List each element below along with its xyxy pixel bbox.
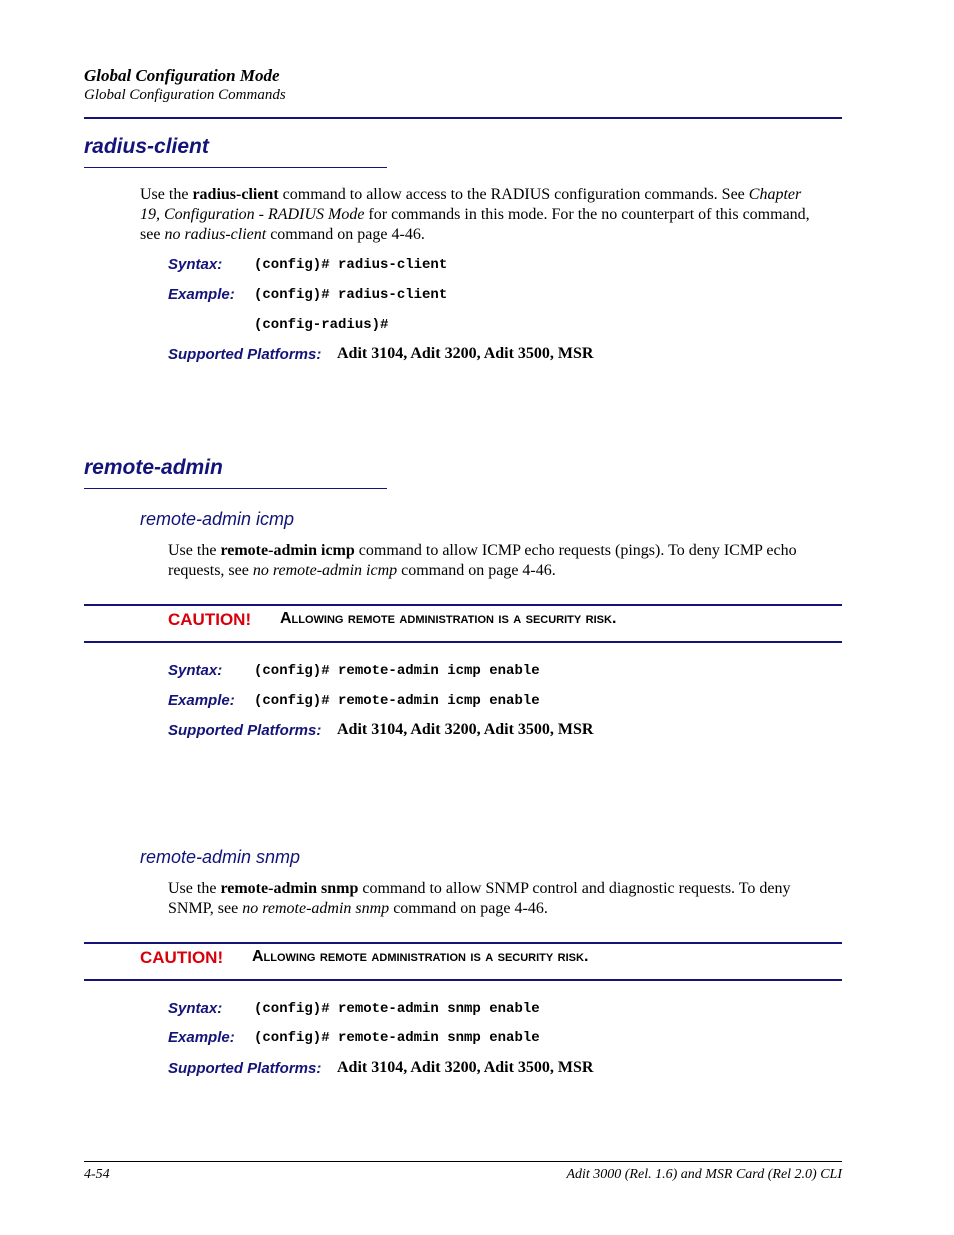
text-run: requests, see bbox=[168, 562, 253, 579]
command-reference: no remote-admin snmp bbox=[242, 900, 390, 917]
example-code: (config)# remote-admin icmp enable bbox=[254, 693, 540, 709]
platforms-list: Adit 3104, Adit 3200, Adit 3500, MSR bbox=[337, 721, 594, 738]
syntax-label: Syntax: bbox=[168, 1000, 223, 1017]
section-heading-remote-admin: remote-admin bbox=[84, 456, 223, 479]
text-run: command on page 4-46. bbox=[266, 226, 425, 243]
caution-bottom-rule bbox=[84, 979, 842, 981]
snmp-description bbox=[168, 879, 842, 919]
text-run: command on page 4-46. bbox=[389, 900, 548, 917]
icmp-description bbox=[168, 541, 842, 581]
example-code: (config)# remote-admin snmp enable bbox=[254, 1030, 540, 1046]
example-label: Example: bbox=[168, 286, 235, 303]
platforms-label: Supported Platforms: bbox=[168, 346, 322, 363]
example-label: Example: bbox=[168, 692, 235, 709]
subsection-heading-icmp: remote-admin icmp bbox=[140, 509, 295, 529]
command-name: remote-admin icmp bbox=[220, 542, 355, 559]
caution-top-rule bbox=[84, 942, 842, 944]
syntax-label: Syntax: bbox=[168, 662, 223, 679]
command-reference: no remote-admin icmp bbox=[252, 562, 398, 579]
text-run: command on page 4-46. bbox=[397, 562, 556, 579]
command-name: remote-admin snmp bbox=[220, 880, 359, 897]
section-heading-radius-client: radius-client bbox=[84, 135, 209, 158]
caution-label: CAUTION! bbox=[168, 610, 252, 629]
footer-doc-title: Adit 3000 (Rel. 1.6) and MSR Card (Rel 2.0) CLI bbox=[566, 1167, 842, 1182]
example-code: (config)# radius-client bbox=[254, 287, 448, 303]
running-header-title: Global Configuration Mode bbox=[84, 66, 280, 85]
subsection-heading-snmp: remote-admin snmp bbox=[140, 847, 301, 867]
chapter-reference: Chapter bbox=[748, 186, 802, 203]
text-run: command to allow ICMP echo requests (pings). To deny ICMP echo bbox=[354, 542, 797, 559]
text-run: see bbox=[140, 226, 165, 243]
header-rule bbox=[84, 117, 842, 119]
paragraph-line bbox=[140, 205, 842, 225]
text-run: SNMP, see bbox=[168, 900, 243, 917]
radius-client-description bbox=[140, 185, 842, 245]
paragraph-line bbox=[168, 879, 842, 899]
text-run: Use the bbox=[168, 542, 221, 559]
caution-bottom-rule bbox=[84, 641, 842, 643]
paragraph-line bbox=[168, 899, 842, 919]
chapter-reference: 19, Configuration - RADIUS Mode bbox=[140, 206, 365, 223]
text-run: command to allow access to the RADIUS configuration commands. See bbox=[278, 186, 749, 203]
command-reference: no radius-client bbox=[164, 226, 267, 243]
text-run: command to allow SNMP control and diagnostic requests. To deny bbox=[358, 880, 791, 897]
example-label: Example: bbox=[168, 1029, 235, 1046]
paragraph-line bbox=[140, 185, 842, 205]
syntax-code: (config)# remote-admin snmp enable bbox=[254, 1001, 540, 1017]
platforms-label: Supported Platforms: bbox=[168, 1060, 322, 1077]
platforms-list: Adit 3104, Adit 3200, Adit 3500, MSR bbox=[337, 345, 594, 362]
paragraph-line bbox=[168, 561, 842, 581]
caution-text: Allowing remote administration is a security risk. bbox=[252, 948, 589, 965]
text-run: Use the bbox=[168, 880, 221, 897]
text-run: for commands in this mode. For the no counterpart of this command, bbox=[364, 206, 810, 223]
footer-rule bbox=[84, 1161, 842, 1162]
command-name: radius-client bbox=[192, 186, 279, 203]
platforms-label: Supported Platforms: bbox=[168, 722, 322, 739]
platforms-list: Adit 3104, Adit 3200, Adit 3500, MSR bbox=[337, 1059, 594, 1076]
section-heading-underline bbox=[84, 488, 387, 489]
caution-label: CAUTION! bbox=[140, 948, 224, 967]
paragraph-line bbox=[168, 541, 842, 561]
syntax-label: Syntax: bbox=[168, 256, 223, 273]
caution-top-rule bbox=[84, 604, 842, 606]
text-run: Use the bbox=[140, 186, 193, 203]
page-number: 4-54 bbox=[84, 1167, 110, 1182]
paragraph-line bbox=[140, 225, 842, 245]
syntax-code: (config)# radius-client bbox=[254, 257, 448, 273]
example-code-output: (config-radius)# bbox=[254, 317, 389, 333]
caution-text: Allowing remote administration is a security risk. bbox=[280, 610, 617, 627]
section-heading-underline bbox=[84, 167, 387, 168]
running-header-subtitle: Global Configuration Commands bbox=[84, 87, 286, 103]
syntax-code: (config)# remote-admin icmp enable bbox=[254, 663, 540, 679]
